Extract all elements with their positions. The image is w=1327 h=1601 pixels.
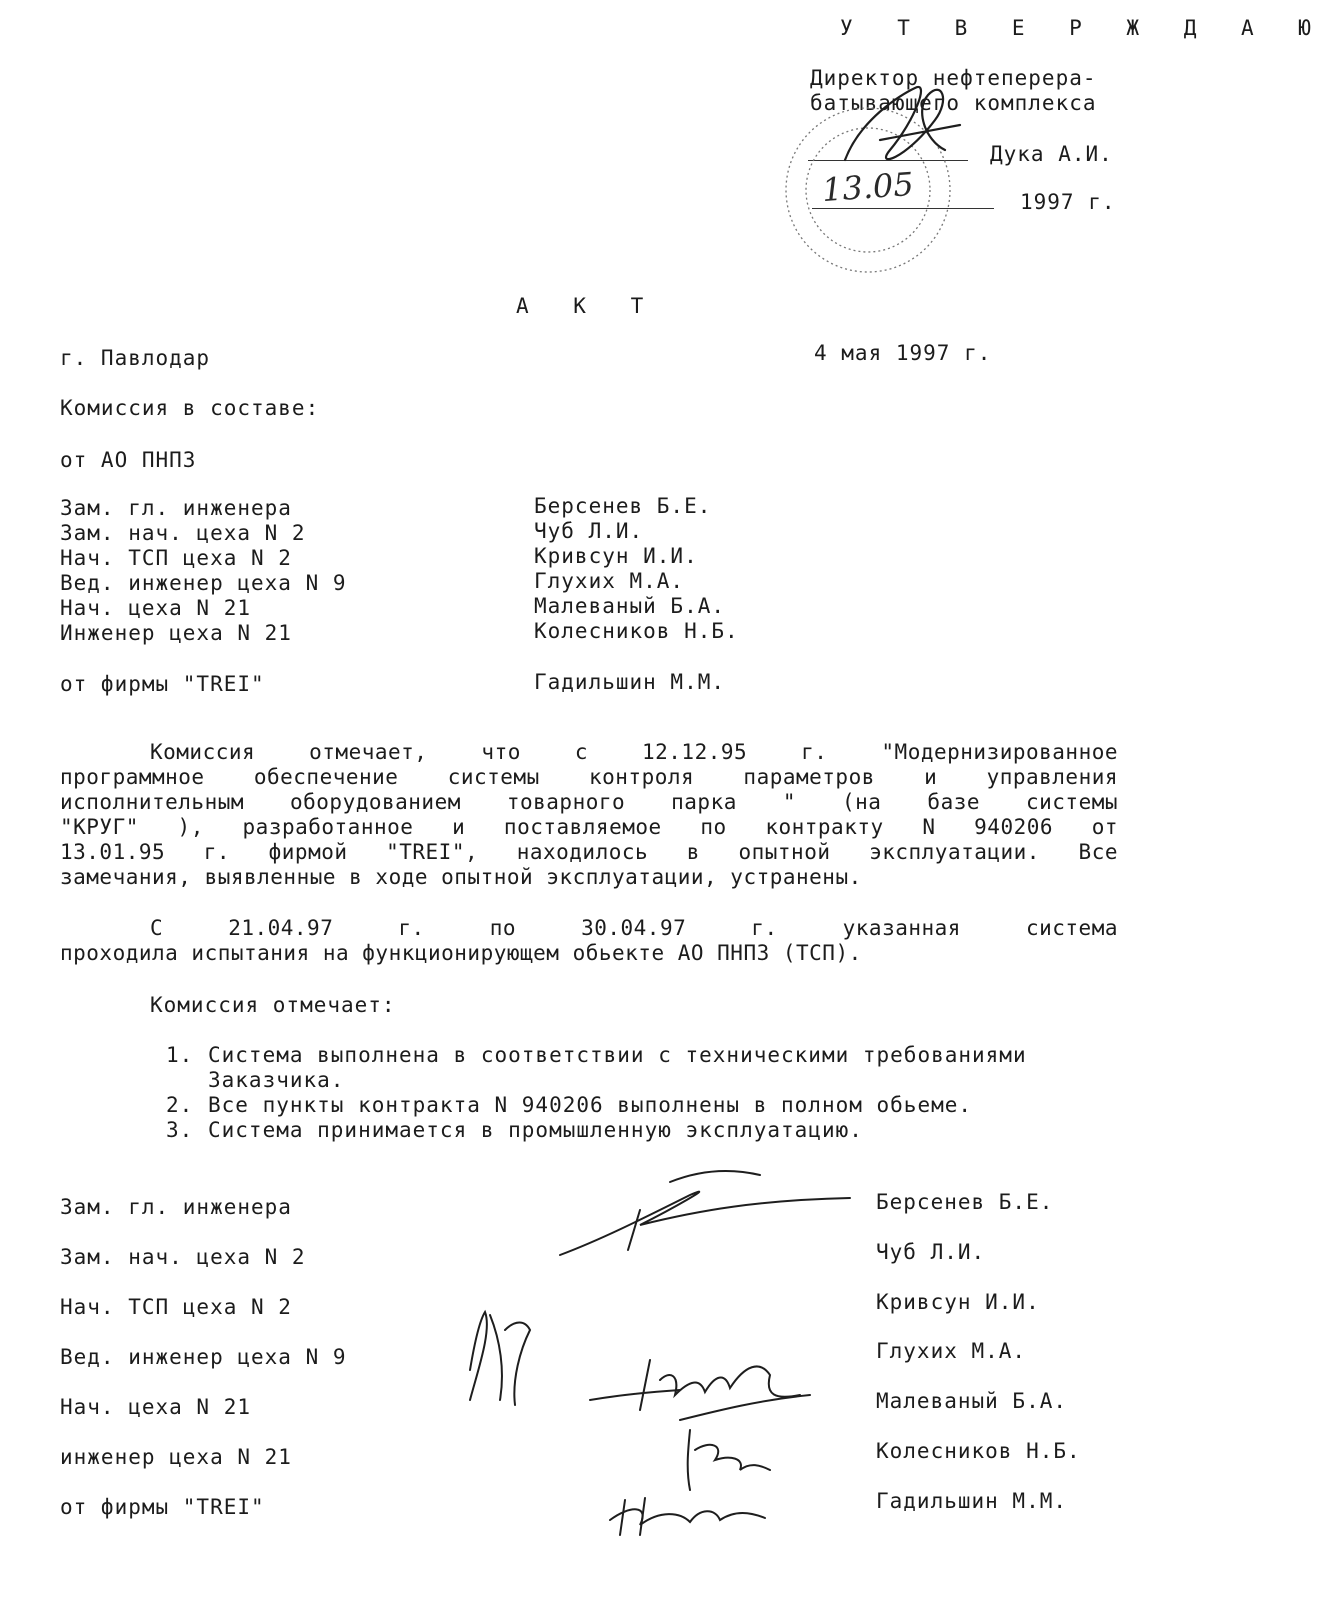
signature-position: Зам. нач. цеха N 2	[60, 1245, 306, 1269]
finding-number: 3.	[166, 1118, 194, 1142]
signature-position: Нач. цеха N 21	[60, 1395, 252, 1419]
firm-name: Гадильшин М.М.	[534, 670, 726, 694]
director-signature	[845, 87, 960, 160]
member-name: Берсенев Б.Е.	[534, 494, 712, 518]
approval-handwritten-date: 13.05	[820, 164, 915, 210]
signature-kolesnikov	[688, 1430, 770, 1490]
member-position: Зам. нач. цеха N 2	[60, 521, 306, 545]
signature-position: инженер цеха N 21	[60, 1445, 292, 1469]
finding-text: Система принимается в промышленную эксплуатацию.	[208, 1118, 863, 1142]
signature-position: Нач. ТСП цеха N 2	[60, 1295, 292, 1319]
finding-number: 2.	[166, 1093, 194, 1117]
para2-line: С 21.04.97 г. по 30.04.97 г. указанная система	[150, 916, 1118, 940]
signature-bersenev	[560, 1171, 850, 1255]
member-position: Нач. цеха N 21	[60, 596, 252, 620]
member-position: Инженер цеха N 21	[60, 621, 292, 645]
signature-name: Гадильшин М.М.	[876, 1489, 1068, 1513]
para1-line: "КРУГ" ), разработанное и поставляемое по контракту N 940206 от	[60, 815, 1118, 839]
document-title: А К Т	[516, 294, 660, 318]
signature-glukhih	[470, 1312, 530, 1405]
approval-position-line1: Директор нефтеперера-	[810, 66, 1097, 90]
signature-malevany	[590, 1360, 810, 1420]
para2-line: проходила испытания на функционирующем обьекте АО ПНПЗ (ТСП).	[60, 941, 862, 965]
member-position: Вед. инженер цеха N 9	[60, 571, 347, 595]
member-name: Чуб Л.И.	[534, 519, 644, 543]
findings-label: Комиссия отмечает:	[150, 993, 396, 1017]
signature-name: Колесников Н.Б.	[876, 1439, 1081, 1463]
finding-text: Заказчика.	[208, 1068, 345, 1092]
signature-name: Берсенев Б.Е.	[876, 1190, 1054, 1214]
member-name: Кривсун И.И.	[534, 544, 698, 568]
para1-line: 13.01.95 г. фирмой "TREI", находилось в опытной эксплуатации. Все	[60, 840, 1118, 864]
member-name: Малеваный Б.А.	[534, 594, 726, 618]
para1-line: Комиссия отмечает, что с 12.12.95 г. "Модернизированное	[150, 740, 1118, 764]
document-date: 4 мая 1997 г.	[814, 341, 992, 365]
signature-position: Зам. гл. инженера	[60, 1195, 292, 1219]
approval-position-line2: батывающего комплекса	[810, 91, 1097, 115]
signature-position: от фирмы "TREI"	[60, 1495, 265, 1519]
signature-gadilshin	[610, 1498, 765, 1535]
para1-line: программное обеспечение системы контроля параметров и управления	[60, 765, 1118, 789]
member-position: Зам. гл. инженера	[60, 496, 292, 520]
member-name: Колесников Н.Б.	[534, 619, 739, 643]
finding-number: 1.	[166, 1043, 194, 1067]
signature-name: Чуб Л.И.	[876, 1240, 986, 1264]
para1-line: исполнительным оборудованием товарного парка " (на базе системы	[60, 790, 1118, 814]
signature-name: Глухих М.А.	[876, 1339, 1027, 1363]
finding-text: Все пункты контракта N 940206 выполнены в полном обьеме.	[208, 1093, 973, 1117]
member-position: Нач. ТСП цеха N 2	[60, 546, 292, 570]
member-name: Глухих М.А.	[534, 569, 685, 593]
signature-name: Кривсун И.И.	[876, 1290, 1040, 1314]
approval-heading: У Т В Е Р Ж Д А Ю	[840, 16, 1327, 40]
signature-name: Малеваный Б.А.	[876, 1389, 1068, 1413]
para1-line: замечания, выявленные в ходе опытной эксплуатации, устранены.	[60, 865, 862, 889]
firm-position: от фирмы "TREI"	[60, 672, 265, 696]
finding-text: Система выполнена в соответствии с техническими требованиями	[208, 1043, 1027, 1067]
commission-label: Комиссия в составе:	[60, 396, 320, 420]
approval-year: 1997 г.	[1020, 190, 1116, 214]
signature-position: Вед. инженер цеха N 9	[60, 1345, 347, 1369]
approval-name: Дука А.И.	[990, 142, 1113, 166]
city: г. Павлодар	[60, 346, 211, 370]
org-label: от АО ПНПЗ	[60, 448, 197, 472]
